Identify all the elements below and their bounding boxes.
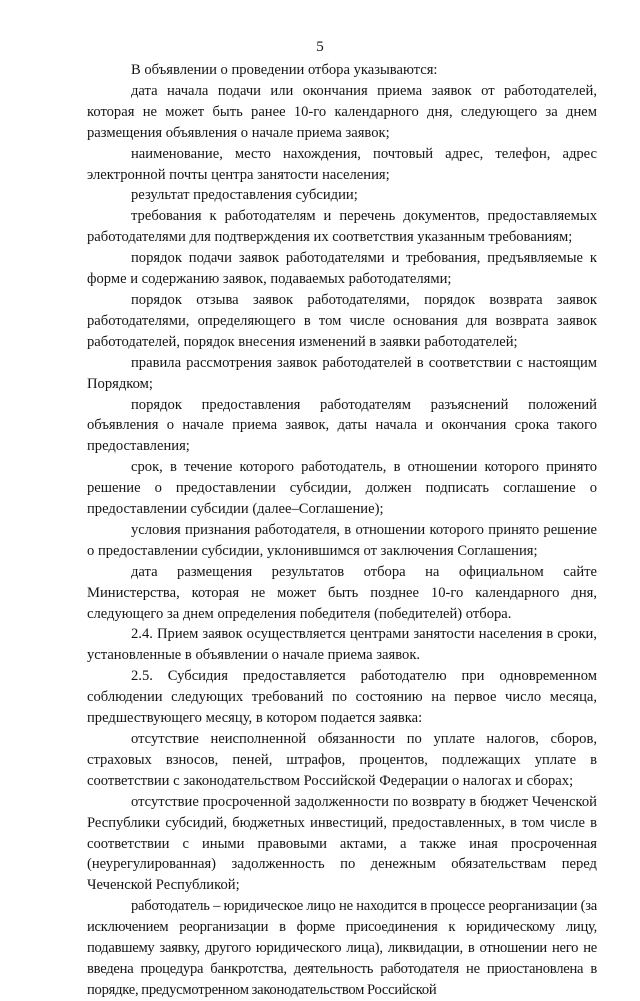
- paragraph-clause-2-5: 2.5. Субсидия предоставляется работодателю при одновременном соблюдении следующих требований по состоянию на первое число месяца, предшествующего месяцу, в котором подается заявка:: [87, 668, 597, 727]
- paragraph-not-in-reorganization: работодатель – юридическое лицо не находится в процессе реорганизации (за исключением реорганизации в форме присоединения к юридическому лицу, подавшему заявку, другого юридического лица), ликвидации, в отношении него не введена процедура банкротства, деятельность работодателя не приостановлена в порядке, предусмотренном законодательством Российской: [87, 898, 597, 998]
- paragraph-employer-requirements: требования к работодателям и перечень документов, предоставляемых работодателями для подтверждения их соответствия указанным требованиям;: [87, 208, 597, 246]
- paragraph-withdrawal-procedure: порядок отзыва заявок работодателями, порядок возврата заявок работодателями, определяющего в том числе основания для возврата заявок работодателей, порядок внесения изменений в заявки работодателей;: [87, 291, 597, 350]
- document-body: [87, 60, 597, 1001]
- page-number: 5: [316, 39, 324, 55]
- paragraph-review-rules: правила рассмотрения заявок работодателей в соответствии с настоящим Порядком;: [87, 354, 597, 392]
- paragraph-clause-2-4: 2.4. Прием заявок осуществляется центрами занятости населения в сроки, установленные в объявлении о начале приема заявок.: [87, 626, 597, 664]
- paragraph-no-budget-debt: отсутствие просроченной задолженности по возврату в бюджет Чеченской Республики субсидий, бюджетных инвестиций, предоставленных, в том числе в соответствии с иными правовыми актами, а также иная просроченная (неурегулированная) задолженность по денежным обязательствам перед Чеченской Республикой;: [87, 793, 597, 894]
- paragraph-announcement-intro: В объявлении о проведении отбора указываются:: [131, 62, 438, 78]
- paragraph-employment-center-contacts: наименование, место нахождения, почтовый адрес, телефон, адрес электронной почты центра занятости населения;: [87, 145, 597, 183]
- paragraph-agreement-deadline: срок, в течение которого работодатель, в отношении которого принято решение о предоставлении субсидии, должен подписать соглашение о предоставлении субсидии (далее–Соглашение);: [87, 459, 597, 518]
- paragraph-results-publication: дата размещения результатов отбора на официальном сайте Министерства, которая не может быть позднее 10-го календарного дня, следующего за днем определения победителя (победителей) отбора.: [87, 563, 597, 622]
- paragraph-application-procedure: порядок подачи заявок работодателями и требования, предъявляемые к форме и содержанию заявок, подаваемых работодателями;: [87, 250, 597, 288]
- paragraph-no-tax-arrears: отсутствие неисполненной обязанности по уплате налогов, сборов, страховых взносов, пеней, штрафов, процентов, подлежащих уплате в соответствии с законодательством Российской Федерации о налогах и сборах;: [87, 731, 597, 789]
- paragraph-clarifications: порядок предоставления работодателям разъяснений положений объявления о начале приема заявок, даты начала и окончания срока такого предоставления;: [87, 396, 597, 455]
- paragraph-subsidy-result: результат предоставления субсидии;: [131, 187, 358, 204]
- paragraph-start-date: дата начала подачи или окончания приема заявок от работодателей, которая не может быть ранее 10-го календарного дня, следующего за днем размещения объявления о начале приема заявок;: [87, 82, 597, 141]
- paragraph-evasion-conditions: условия признания работодателя, в отношении которого принято решение о предоставлении субсидии, уклонившимся от заключения Соглашения;: [87, 521, 597, 559]
